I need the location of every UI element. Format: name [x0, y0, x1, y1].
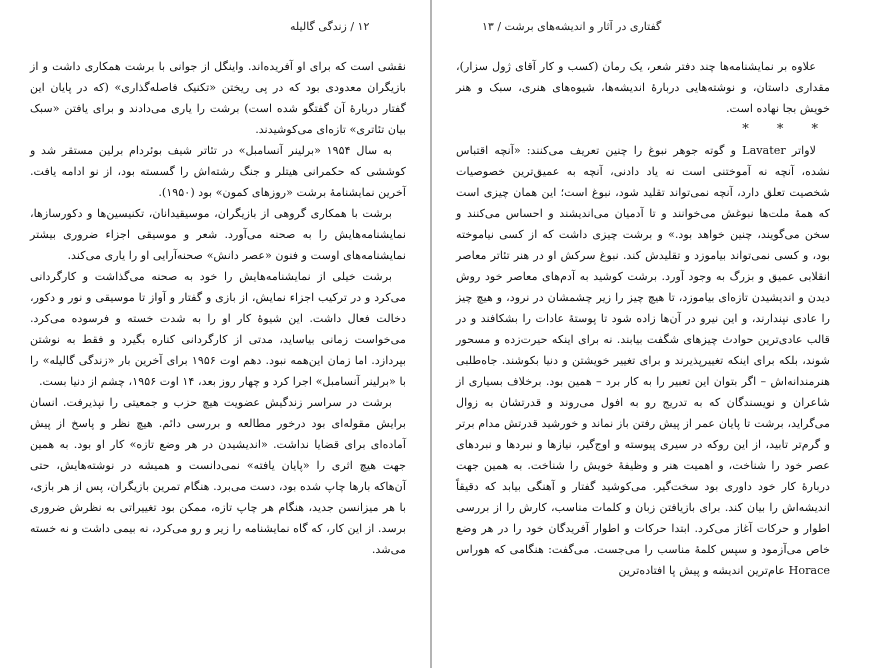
left-paragraph-5: برشت در سراسر زندگیش عضویت هیچ حزب و جمعیتی را نپذیرفت. انسان برایش مقوله‌ای بود درخور مطالعه و بررسی دائم. هیچ نظر و پاسخ از پیش آماده‌ای برای قضایا نداشت. «اندیشیدن در هر وضع تازه» کار او بود. به همین جهت هیچ اثری را «پایان یافته» نمی‌دانست و همیشه در نوشته‌هایش، حتی آن‌هاکه بارها چاپ شده بود، دست می‌برد. هنگام تمرین بازیگران، پس از هر بازی، با هر میزانسن جدید، هنگام هر چاپ تازه، ممکن بود تغییراتی به نظرش ضروری برسد. از این کار، که گاه نمایشنامه را زیر و رو می‌کرد، نه بیمی داشت و نه خسته می‌شد. [30, 396, 406, 556]
left-page [0, 0, 430, 668]
right-page [430, 0, 870, 668]
left-paragraph-1: نقشی است که برای او آفریده‌اند. واینگل از جوانی با برشت همکاری داشت و از بازیگران معدودی بود که در پی ریختن «تکنیک فاصله‌گذاری» (که در پایان این گفتار دربارهٔ آن گفتگو شده است) برشت را یاری می‌دادند و برای یافتن «سبک بیان تئاتری» تازه‌ای می‌کوشیدند. [30, 60, 406, 136]
left-page-body [30, 56, 406, 560]
left-paragraph-2: به سال ۱۹۵۴ «برلینر آنسامبل» در تئاتر شیف بوئردام برلین مستقر شد و کوششی که حکمرانی هیتلر و جنگ رشته‌اش را گسسته بود، از نو ادامه یافت. آخرین نمایشنامهٔ برشت «روزهای کمون» بود (۱۹۵۰). [30, 144, 406, 199]
right-running-head: گفتاری در آثار و اندیشه‌های برشت / ۱۳ [482, 20, 662, 33]
section-break-asterisks: * * * [742, 122, 830, 137]
right-page-body [456, 56, 830, 581]
left-running-head: ۱۲ / زندگی گالیله [290, 20, 370, 33]
left-paragraph-4: برشت خیلی از نمایشنامه‌هایش را خود به صحنه می‌گذاشت و کارگردانی می‌کرد و در ترکیب اجزاء نمایش، از بازی و گفتار و آواز تا موسیقی و نور و دکور، دخالت فعال داشت. این شیوهٔ کار او را به شدت خسته و فرسوده می‌کرد. می‌خواست زمانی بیاساید، مدتی از کارگردانی کناره بگیرد و فقط به نوشتن بپردازد. اما زمان این‌همه نبود. دهم اوت ۱۹۵۶ برای آخرین بار «زندگی گالیله» را با «برلینر آنسامبل» اجرا کرد و چهار روز بعد، ۱۴ اوت ۱۹۵۶، چشم از دنیا بست. [30, 270, 407, 388]
right-paragraph-2: لاواتر Lavater و گوته جوهر نبوغ را چنین تعریف می‌کنند: «آنچه اقتباس نشده، آنچه نه آموختنی است نه یاد دادنی، آنچه به عمیق‌ترین خصوصیات شخصیت تعلق دارد، آنچه نمی‌تواند تقلید شود، نبوغ است؛ این همان چیزی است که همهٔ ملت‌ها نبوغش می‌خوانند و تا آدمیان می‌اندیشند و احساس می‌کنند و سخن می‌گویند، چنین خواهد بود.» و برشت چیزی داشت که از کسی نیاموخته بود، و کسی نمی‌تواند بیاموزد و تقلیدش کند. نبوغ سرکش او در هنر تئاتر معاصر انقلابی عمیق و بزرگ به وجود آورد. برشت کوشید به آدم‌های معاصر خود روش دیدن و اندیشیدن تازه‌ای بیاموزد، تا هیچ چیز را زیر چشمشان در نرود، و هیچ چیز را عادی نپندارند، و این نیرو در آن‌ها زاده شود تا پوستهٔ عادات را بشکافند و در قالب عادی‌ترین حوادث چیزهای شگفت بیابند. نه برای اینکه حیرت‌زده و مسحور شوند، بلکه برای اینکه تغییرپذیرند و برای تغییر خویشتن و دنیا بکوشند. جاه‌طلبی هنرمندانه‌اش – اگر بتوان این تعبیر را به کار برد – همین بود. برخلاف بسیاری از شاعران و نویسندگان که به تدریج رو به افول می‌روند و قدرتشان به زوال می‌گراید، برشت تا پایان عمر از پیش رفتن باز نماند و خورشید قدرتش مدام برتر و گرم‌تر تابید، از این روکه در سیری پیوسته و اوج‌گیر، نیازها و نبردها و نبردهای عصر خود را شناخت، و اهمیت هنر و وظیفهٔ خویش را شناخت. به همین جهت دربارهٔ کار خود داوری بود سخت‌گیر. می‌کوشید گفتار و آهنگی بیابد که دقیقاً اندیشه‌اش را بیان کند. برای بازیافتن زبان و کلمات مناسب، کارش را از بررسی اطوار و حرکات آغاز می‌کرد. ابتدا حرکات و اطوار آفریدگان خود را در هر وضع خاص می‌آزمود و سپس کلمهٔ مناسب را می‌جست. می‌گفت: هنگامی که هوراس Horace عام‌ترین اندیشه و پیش پا افتاده‌ترین [456, 144, 830, 577]
right-paragraph-1: علاوه بر نمایشنامه‌ها چند دفتر شعر، یک رمان (کسب و کار آقای ژول سزار)، مقداری داستان، و نوشته‌هایی دربارهٔ اندیشه‌ها، شیوه‌های هنری، سبک و هنر خویش بجا نهاده است. [456, 60, 830, 115]
left-paragraph-3: برشت با همکاری گروهی از بازیگران، موسیقیدانان، تکنیسین‌ها و دکورسازها، نمایشنامه‌هایش را به صحنه می‌آورد. شعر و موسیقی اجزاء ضروری بیشتر نمایشنامه‌های اوست و فنون «عصر دانش» صحنه‌آرایی او را یاری می‌کند. [30, 207, 406, 262]
